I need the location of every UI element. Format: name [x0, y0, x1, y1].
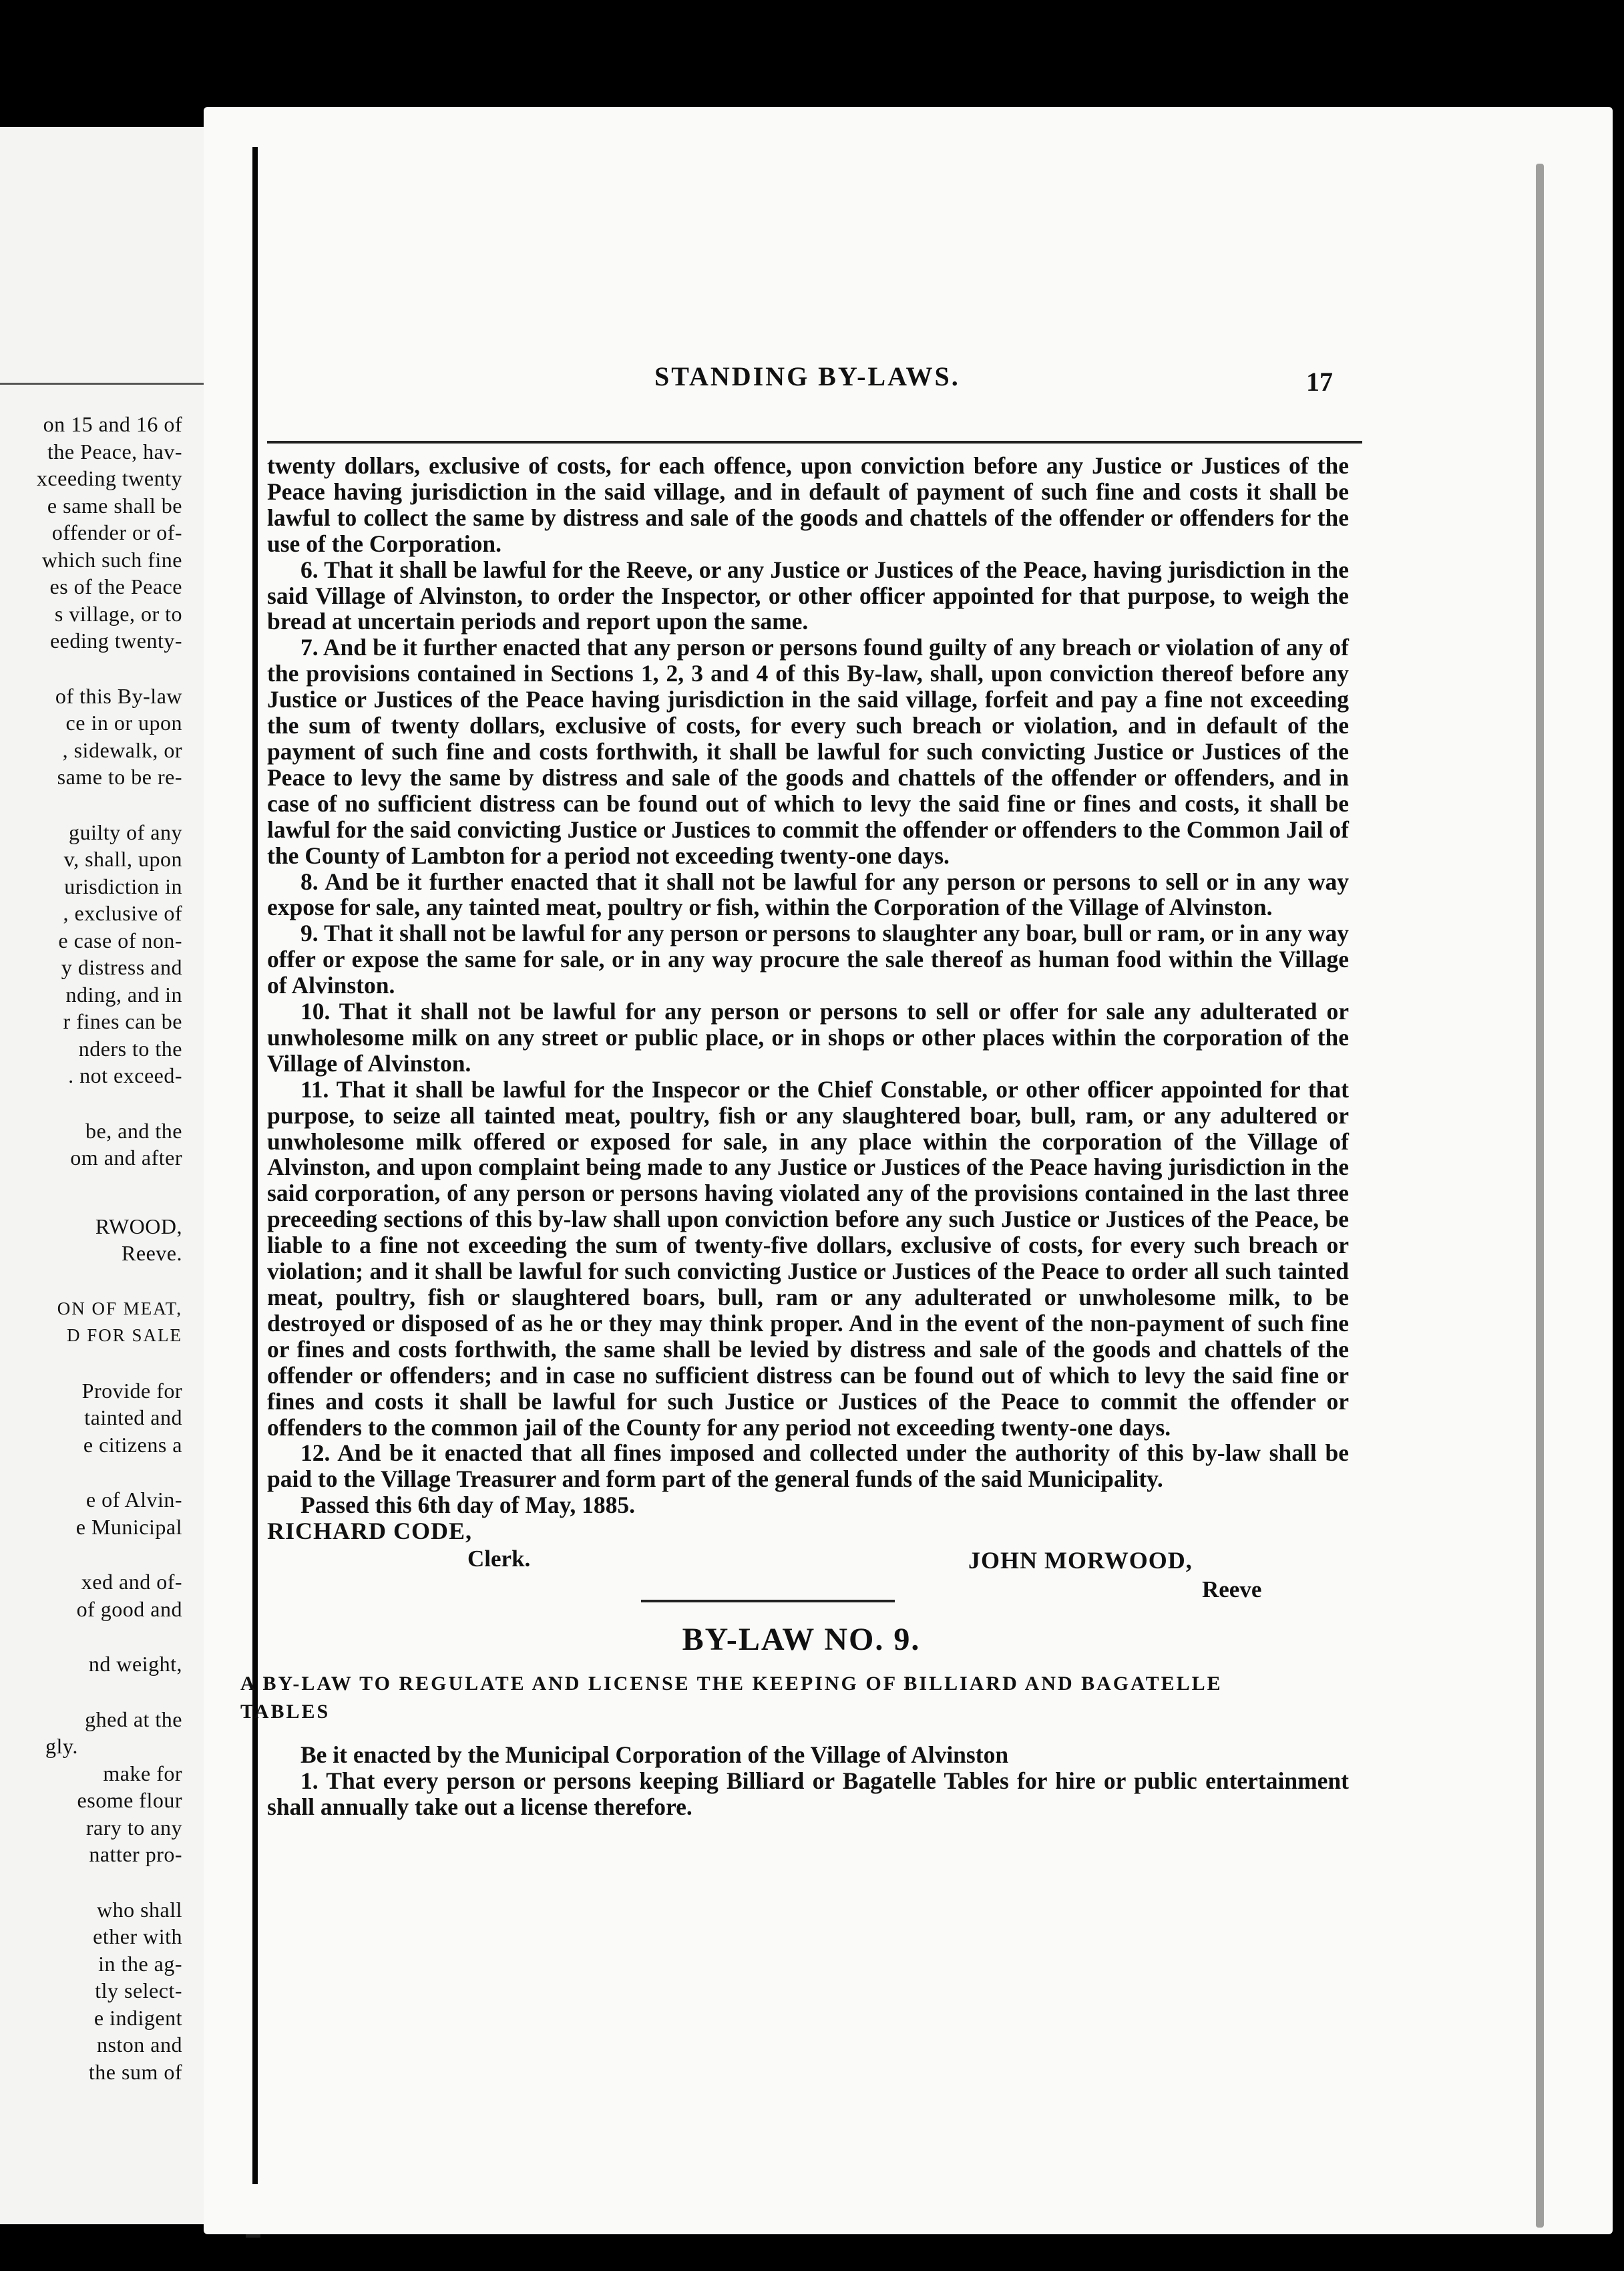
clerk-name: RICHARD CODE,: [267, 1518, 473, 1545]
section-7: 7. And be it further enacted that any person or persons found guilty of any breach or violation of any of the provisions contained in Sections 1, 2, 3 and 4 of this By-law, shall, upon conviction thereof before any Justice or Justices of the Peace having jurisdiction in the said village, forfeit and pay a fine not exceeding the sum of twenty dollars, exclusive of costs, for every such breach or violation, and in default of the payment of such fine and costs forthwith, it shall be lawful for such convicting Justice or Justices of the Peace to levy the same by distress and sale of the goods and chattels of the offender or offenders, and in case of no sufficient distress can be found out of which to levy the said fine or fines and costs, it shall be lawful for the said convicting Justice or Justices to commit the offender or offenders to the Common Jail of the County of Lambton for a period not exceeding twenty-one days.: [267, 634, 1349, 869]
left-line: ON OF MEAT,: [57, 1298, 182, 1319]
left-line: ce in or upon: [65, 711, 182, 735]
left-line: e of Alvin-: [85, 1488, 182, 1512]
left-line: v, shall, upon: [63, 847, 182, 871]
left-line: s village, or to: [54, 601, 182, 626]
page-edge: [1536, 164, 1544, 2228]
bylaw-9-body: [267, 1742, 1349, 1820]
left-page-text: [5, 411, 182, 2085]
left-line: the Peace, hav-: [47, 439, 182, 464]
section-12: 12. And be it enacted that all fines imposed and collected under the authority of this by-law shall be paid to the Village Treasurer and form part of the general funds of the said Municipality.: [267, 1439, 1349, 1493]
running-head: [267, 361, 1349, 407]
left-page-rule: [0, 383, 214, 385]
left-line: nders to the: [78, 1036, 182, 1061]
bylaw-body: [267, 453, 1349, 1618]
left-line: urisdiction in: [64, 874, 182, 898]
left-line: om and after: [70, 1146, 182, 1170]
signatures: [267, 1518, 1349, 1618]
section-6: 6. That it shall be lawful for the Reeve, or any Justice or Justices of the Peace, having jurisdiction in the said Village of Alvinston, to order the Inspector, or other officer appointed for that purpose, to weigh the bread at uncertain periods and report upon the same.: [267, 556, 1349, 635]
left-line: offender or of-: [51, 520, 182, 544]
left-line: e indigent: [93, 2005, 182, 2030]
section-11: 11. That it shall be lawful for the Inspecor or the Chief Constable, or other officer appointed for that purpose, to seize all tainted meat, poultry, fish or any slaughtered boar, bull, ram, or any adultered or unwholesome milk offered or exposed for sale, in any place within the corporation of the Village of Alvinston, and upon complaint being made to any Justice or Justices of the Peace having jurisdiction in the said corporation, of any person or persons having violated any of the provisions contained in the last three preceeding sections of this by-law shall upon conviction before any such Justice or Justices of the Peace, be liable to a fine not exceeding the sum of twenty-five dollars, exclusive of costs, for every such breach or violation; and it shall be lawful for such convicting Justice or Justices of the Peace to order all such tainted meat, poultry, fish or slaughtered boars, bull, ram or any adulterated or unwholesome milk, to be destroyed or disposed of as he or they may think proper. And in the event of the non-payment of such fine or fines and costs forthwith, the same shall be levied by distress and sale of the goods and chattels of the offender or offenders; and in case no sufficient distress can be found out of which to levy the said fine or fines and costs it shall be lawful for such Justice or Justices of the Peace to commit the offender or offenders to the common jail of the County for any period not exceeding twenty-one days.: [267, 1075, 1349, 1441]
left-line: same to be re-: [57, 765, 182, 789]
left-line: es of the Peace: [49, 574, 182, 598]
reeve-title: Reeve: [1202, 1576, 1262, 1603]
left-line: RWOOD,: [95, 1214, 182, 1238]
left-line: e same shall be: [47, 493, 182, 518]
gutter-line: [252, 147, 258, 2184]
reeve-signature: [968, 1547, 1262, 1603]
header-rule: [267, 441, 1362, 444]
left-line: rary to any: [85, 1815, 182, 1840]
section-divider: [641, 1600, 895, 1602]
left-line: e case of non-: [58, 928, 182, 952]
left-line: Provide for: [81, 1378, 182, 1403]
left-line: nston and: [96, 2033, 182, 2057]
left-line: esome flour: [77, 1788, 182, 1812]
left-line: nd weight,: [88, 1652, 182, 1676]
bylaw-9-title: BY-LAW NO. 9.: [682, 1622, 921, 1658]
section-10: 10. That it shall not be lawful for any person or persons to sell or offer for sale any adulterated or unwholesome milk on any street or public place, or in shops or other places within the corporation of the Village of Alvinston.: [267, 998, 1349, 1077]
bylaw-9-section-1: 1. That every person or persons keeping Billiard or Bagatelle Tables for hire or public entertainment shall annually take out a license therefore.: [267, 1767, 1349, 1821]
page-content: [240, 361, 1349, 1821]
left-line: y distress and: [61, 955, 182, 979]
clerk-title: Clerk.: [467, 1546, 531, 1572]
left-line: make for: [103, 1761, 182, 1785]
left-line: xed and of-: [81, 1570, 182, 1594]
left-line: , exclusive of: [63, 901, 182, 925]
bylaw-9-subtitle: A BY-LAW TO REGULATE AND LICENSE THE KEEPING OF BILLIARD AND BAGATELLE TABLES: [240, 1673, 1223, 1723]
section-8: 8. And be it further enacted that it shall not be lawful for any person or persons to sell or in any way expose for sale, any tainted meat, poultry or fish, within the Corporation of the Village of Alvinston.: [267, 868, 1349, 921]
paragraph: twenty dollars, exclusive of costs, for each offence, upon conviction before any Justice or Justices of the Peace having jurisdiction in the said village, and in default of payment of such fine and costs it shall be lawful to collect the same by distress and sale of the goods and chattels of the offender or offenders for the use of the Corporation.: [267, 452, 1349, 557]
left-line: the sum of: [88, 2059, 182, 2084]
left-line: r fines can be: [63, 1009, 182, 1033]
left-line: e Municipal: [75, 1514, 182, 1539]
left-line: natter pro-: [89, 1842, 182, 1866]
reeve-name: JOHN MORWOOD,: [968, 1547, 1193, 1574]
running-title: STANDING BY-LAWS.: [654, 361, 960, 391]
left-line: be, and the: [85, 1118, 182, 1143]
left-line: e citizens a: [83, 1432, 182, 1457]
clerk-signature: [267, 1518, 531, 1572]
left-line: on 15 and 16 of: [43, 412, 182, 436]
left-line: ether with: [93, 1924, 182, 1948]
left-line: who shall: [96, 1897, 182, 1922]
enacting-clause: Be it enacted by the Municipal Corporation of the Village of Alvinston: [300, 1741, 1009, 1769]
passed-date: Passed this 6th day of May, 1885.: [300, 1492, 635, 1519]
left-line: tly select-: [95, 1978, 182, 2002]
left-line: eeding twenty-: [49, 629, 182, 653]
left-line: in the ag-: [98, 1951, 182, 1976]
left-line: of this By-law: [55, 683, 182, 708]
page-number: 17: [1306, 367, 1333, 397]
left-line: tainted and: [84, 1405, 182, 1429]
left-line: nding, and in: [65, 982, 182, 1007]
left-line: . not exceed-: [68, 1063, 182, 1087]
left-line: Reeve.: [122, 1241, 182, 1265]
left-line: D FOR SALE: [66, 1325, 182, 1345]
left-line: , sidewalk, or: [62, 737, 182, 762]
left-line: of good and: [76, 1596, 182, 1621]
left-line: xceeding twenty: [36, 466, 182, 490]
section-9: 9. That it shall not be lawful for any person or persons to slaughter any boar, bull or ram, or in any way offer or expose the same for sale, or in any way procure the sale thereof as human food within the Village of Alvinston.: [267, 920, 1349, 999]
left-line: ghed at the: [85, 1707, 182, 1731]
left-line: gly.: [45, 1734, 78, 1758]
left-line: guilty of any: [68, 820, 182, 844]
left-line: which such fine: [41, 547, 182, 572]
